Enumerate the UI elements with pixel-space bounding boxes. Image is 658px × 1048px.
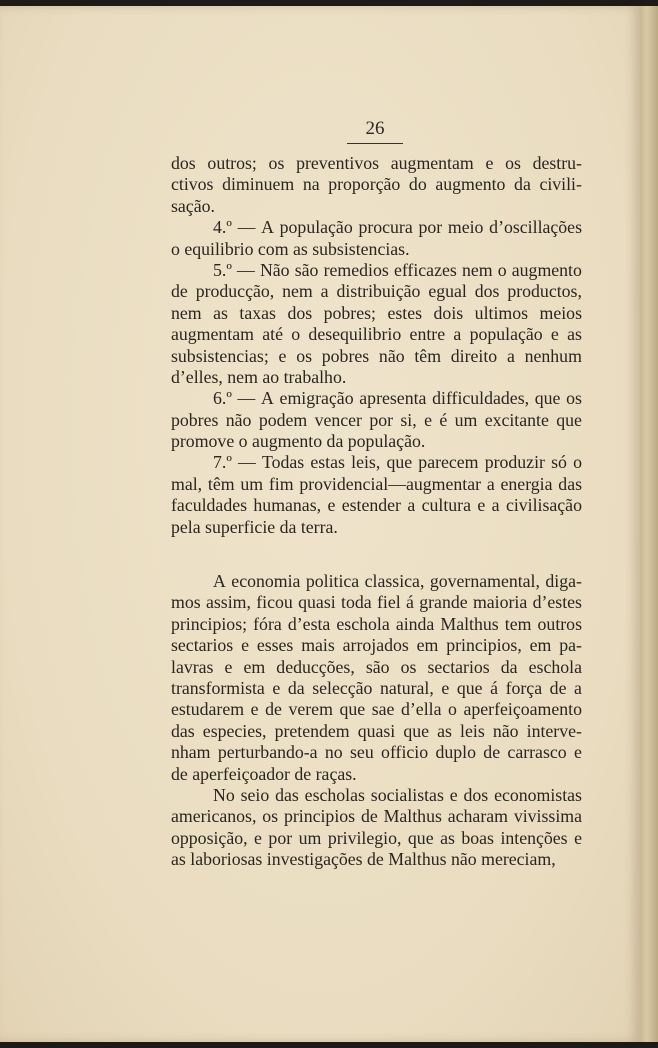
text-line: o equilibrio com as subsistencias. [171, 238, 410, 259]
text-line: transformista e da selecção natural, e que á força de a [171, 677, 582, 698]
text-line: sação. [171, 195, 215, 216]
text-line: americanos, os principios de Malthus acharam vivissima [171, 806, 582, 827]
paragraph [171, 452, 582, 538]
text-line: A economia politica classica, governamental, diga- [213, 571, 582, 592]
text-line: subsistencias; e os pobres não têm direito a nenhum [171, 345, 582, 366]
page-text [171, 153, 582, 871]
text-line: nem as taxas dos pobres; estes dois ultimos meios [171, 302, 582, 323]
text-line: dos outros; os preventivos augmentam e os destru- [171, 153, 582, 173]
text-line: 4.º — A população procura por meio d’oscillações [213, 217, 582, 238]
section-gap [171, 538, 582, 571]
text-line: promove o augmento da população. [171, 431, 426, 452]
text-line: mal, têm um fim providencial—augmentar a energia das [171, 473, 582, 494]
paragraph [171, 785, 582, 871]
text-line: nham perturbando-a no seu officio duplo de carrasco e [171, 742, 582, 763]
text-line: faculdades humanas, e estender a cultura e a civilisação [171, 495, 582, 516]
text-line: opposição, e por um privilegio, que as boas intenções e [171, 827, 582, 848]
paragraph [171, 571, 582, 785]
page-number: 26 [347, 118, 403, 144]
text-line: das especies, pretendem quasi que as leis não interve- [171, 720, 582, 741]
paragraph [171, 153, 582, 217]
text-line: pela superficie da terra. [171, 516, 338, 537]
paragraph [171, 388, 582, 452]
text-line: augmentam até o desequilibrio entre a população e as [171, 324, 582, 345]
text-line: as laboriosas investigações de Malthus não mereciam, [171, 849, 556, 870]
text-line: 6.º — A emigração apresenta difficuldades, que os [213, 388, 582, 409]
text-line: No seio das escholas socialistas e dos economistas [213, 784, 582, 805]
text-line: mos assim, ficou quasi toda fiel á grande maioria d’estes [171, 592, 582, 613]
text-line: pobres não podem vencer por si, e é um excitante que [171, 409, 582, 430]
paragraph [171, 260, 582, 388]
text-line: 7.º — Todas estas leis, que parecem produzir só o [213, 452, 582, 473]
text-line: principios; fóra d’esta eschola ainda Malthus tem outros [171, 613, 582, 634]
text-line: d’elles, nem ao trabalho. [171, 366, 347, 387]
text-line: 5.º — Não são remedios efficazes nem o augmento [213, 259, 582, 280]
text-line: de aperfeiçoador de raças. [171, 763, 357, 784]
paragraph [171, 217, 582, 260]
text-line: estudarem e de verem que sae d’ella o aperfeiçoamento [171, 699, 582, 720]
text-line: sectarios e esses mais arrojados em principios, em pa- [171, 635, 582, 656]
page-edge [640, 6, 658, 1042]
text-line: lavras e em deducções, são os sectarios da eschola [171, 656, 582, 677]
text-line: ctivos diminuem na proporção do augmento da civili- [171, 174, 582, 195]
text-line: de producção, nem a distribuição egual dos productos, [171, 281, 582, 302]
